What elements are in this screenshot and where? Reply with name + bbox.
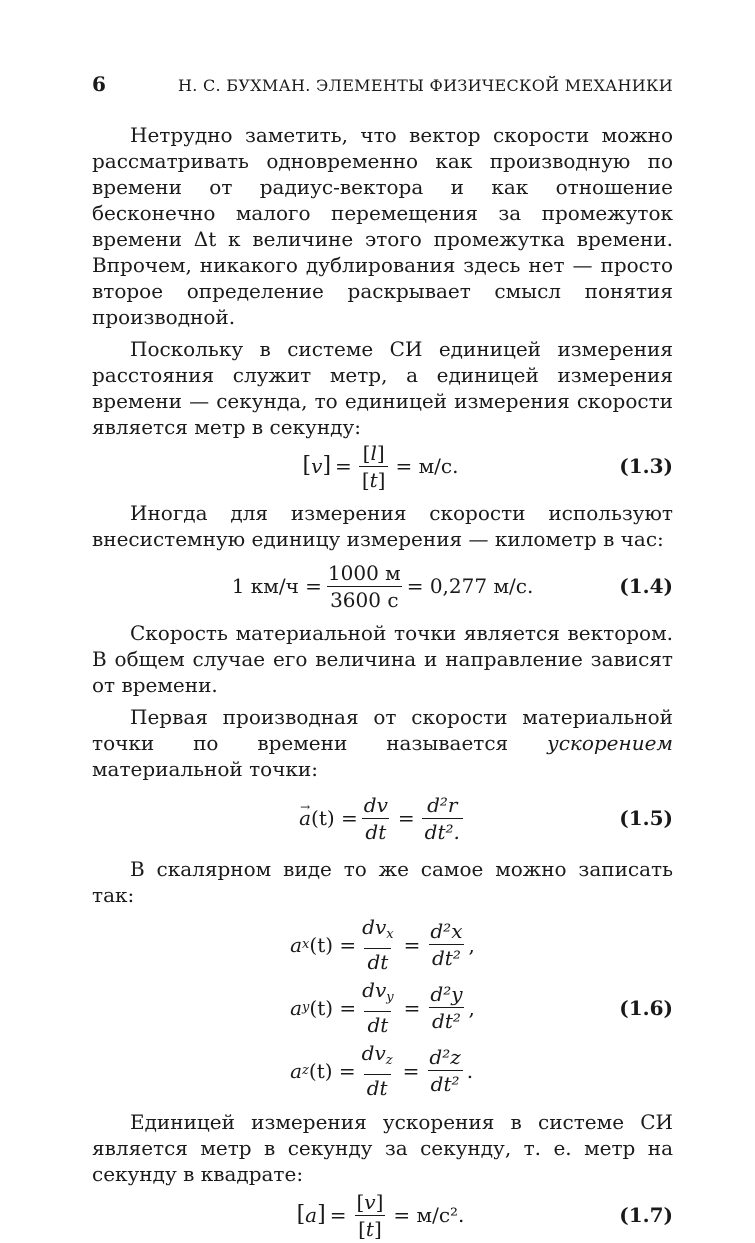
equation-1-5: a → (t) = $\frac{dv}{dt}$ = $\frac{\text{d²r}}{\text{dt².}}$ (1.5) — [92, 788, 673, 848]
eq14-denominator: 3600 с — [327, 586, 401, 611]
eq13-denominator: t — [369, 467, 378, 492]
eq14-fraction — [325, 562, 404, 611]
running-title: Н. С. БУХМАН. ЭЛЕМЕНТЫ ФИЗИЧЕСКОЙ МЕХАНИКИ — [177, 76, 673, 95]
eq13-fraction: $\frac{[l]}{[t]}$ — [359, 442, 389, 491]
paragraph-6: В скалярном виде то же самое можно записать так: — [92, 857, 673, 907]
eq16-row-x: a x (t) = $\frac{dv_x}{dt}$ = $\frac{\text{d²x}}{\text{dt²}}$ , — [290, 915, 475, 974]
eq15-den2: dt². — [424, 819, 460, 844]
equation-number-1-3: (1.3) — [619, 454, 673, 478]
eq15-fraction-1 — [361, 794, 391, 843]
page-content — [92, 122, 673, 1243]
eq16-system — [290, 916, 475, 1099]
paragraph-4: Скорость материальной точки является вектором. В общем случае его величина и направление зависят от времени. — [92, 621, 673, 697]
eq17-rhs: = м/с². — [393, 1203, 465, 1227]
eq13-lhs: v — [311, 454, 323, 478]
eq13-rhs: = м/с. — [395, 454, 459, 478]
equation-1-6 — [92, 916, 673, 1099]
eq16-row-z: a z (t) = $\frac{dv_z}{dt}$ = $\frac{\text{d²z}}{\text{dt²}}$ . — [290, 1041, 474, 1100]
equation-number-1-5: (1.5) — [619, 806, 673, 830]
eq16-row-y: a y (t) = $\frac{dv_y}{dt}$ = $\frac{\text{d²y}}{\text{dt²}}$ , — [290, 978, 475, 1037]
paragraph-7: Единицей измерения ускорения в системе СИ является метр в секунду за секунду, т. е. метр на секунду в квадрате: — [92, 1110, 673, 1186]
page-number: 6 — [92, 72, 106, 96]
paragraph-5-start: Первая производная от скорости материальной точки по времени называется — [92, 705, 673, 755]
eq17-numerator: v — [364, 1189, 376, 1214]
page-header — [92, 72, 673, 96]
paragraph-3: Иногда для измерения скорости используют внесистемную единицу измерения — километр в час: — [92, 501, 673, 551]
equation-1-3-body: [ v ] = $\frac{[l]}{[t]}$ = м/с. — [302, 440, 459, 492]
term-acceleration: ускорением — [547, 731, 673, 755]
eq17-denominator: t — [365, 1216, 374, 1241]
eq14-numerator: 1000 м — [327, 560, 401, 585]
paragraph-1: Нетрудно заметить, что вектор скорости можно рассматривать одновременно как производную по времени от радиус-вектора и как отношение бесконечно малого перемещения за промежуток времени Δt к величине этого промежутка времени. Впрочем, никакого дублирования здесь нет — просто второе определение раскрывает смысл понятия производной. — [92, 123, 673, 329]
eq17-fraction: $\frac{[v]}{[t]}$ — [356, 1189, 384, 1241]
eq15-num1: dv — [363, 792, 388, 817]
eq14-lhs: 1 км/ч = — [231, 574, 322, 598]
eq15-vector-a: a → — [299, 805, 311, 831]
paragraph-5 — [92, 704, 673, 782]
paragraph-5-end: материальной точки: — [92, 757, 318, 781]
eq15-num2: d²r — [427, 792, 458, 817]
eq15-arg: (t) = — [311, 806, 358, 830]
eq17-lhs: a — [305, 1203, 318, 1227]
equation-number-1-6: (1.6) — [619, 995, 673, 1020]
equation-1-3 — [92, 438, 673, 494]
eq15-den1: dt — [365, 819, 387, 844]
equation-number-1-7: (1.7) — [619, 1203, 673, 1227]
equation-number-1-4: (1.4) — [619, 574, 673, 598]
eq13-numerator: l — [370, 440, 377, 465]
equation-1-4 — [92, 558, 673, 614]
equation-1-7: [ a ] = $\frac{[v]}{[t]}$ = м/с². (1.7) — [296, 1189, 673, 1241]
paragraph-2: Поскольку в системе СИ единицей измерения расстояния служит метр, а единицей измерения времени — секунда, то единицей измерения скорости является метр в секунду: — [92, 337, 673, 439]
eq15-fraction-2 — [422, 794, 463, 843]
eq14-rhs: = 0,277 м/с. — [406, 574, 534, 598]
